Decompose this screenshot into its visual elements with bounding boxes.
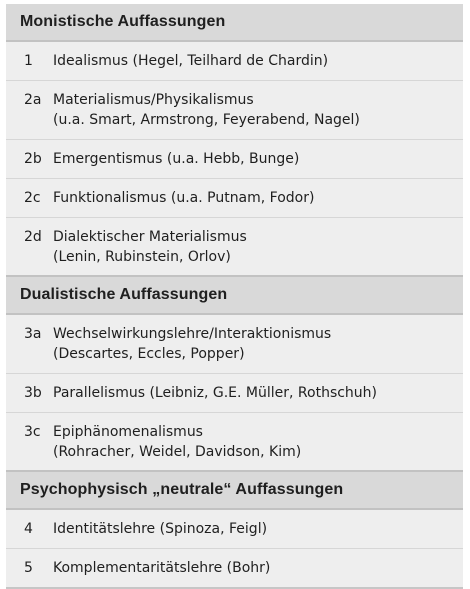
row-line: Epiphänomenalismus <box>53 424 203 440</box>
row-text <box>53 188 463 208</box>
row-line: Materialismus/Physikalismus <box>53 92 254 108</box>
table-row <box>6 413 463 470</box>
row-line: Emergentismus (u.a. Hebb, Bunge) <box>53 151 300 167</box>
row-text <box>53 383 463 403</box>
row-line: Wechselwirkungslehre/Interaktionismus <box>53 326 332 342</box>
row-text <box>53 51 463 71</box>
row-line: (u.a. Smart, Armstrong, Feyerabend, Nagel) <box>53 112 360 128</box>
row-text <box>53 149 463 169</box>
section-header-dualist: Dualistische Auffassungen <box>6 275 463 315</box>
table-row <box>6 374 463 413</box>
table-row <box>6 510 463 549</box>
table-row <box>6 315 463 374</box>
row-line: Identitätslehre (Spinoza, Feigl) <box>53 521 268 537</box>
section-body-monist <box>6 42 463 275</box>
section-body-dualist <box>6 315 463 470</box>
section-header-monist: Monistische Auffassungen <box>6 4 463 42</box>
theories-table <box>6 4 463 589</box>
table-row <box>6 218 463 275</box>
row-number: 3a <box>24 326 42 342</box>
row-line: (Rohracher, Weidel, Davidson, Kim) <box>53 444 302 460</box>
row-line: Dialektischer Materialismus <box>53 229 247 245</box>
section-header-neutral: Psychophysisch „neutrale“ Auffassungen <box>6 470 463 510</box>
row-number: 2a <box>24 92 42 108</box>
row-number: 3b <box>24 385 42 401</box>
row-number: 2b <box>24 151 42 167</box>
row-text <box>53 519 463 539</box>
row-number: 2c <box>24 190 41 206</box>
row-text <box>53 422 463 462</box>
row-text <box>53 90 463 130</box>
table-row <box>6 42 463 81</box>
row-number: 5 <box>24 560 33 576</box>
row-number: 4 <box>24 521 33 537</box>
row-line: Idealismus (Hegel, Teilhard de Chardin) <box>53 53 329 69</box>
table-row <box>6 81 463 140</box>
row-text <box>53 227 463 267</box>
row-line: Funktionalismus (u.a. Putnam, Fodor) <box>53 190 315 206</box>
row-line: (Descartes, Eccles, Popper) <box>53 346 245 362</box>
row-number: 1 <box>24 53 33 69</box>
table-row <box>6 140 463 179</box>
row-line: Komplementaritätslehre (Bohr) <box>53 560 271 576</box>
row-line: (Lenin, Rubinstein, Orlov) <box>53 249 231 265</box>
row-text <box>53 558 463 578</box>
table-row <box>6 549 463 587</box>
row-text <box>53 324 463 364</box>
table-row <box>6 179 463 218</box>
row-line: Parallelismus (Leibniz, G.E. Müller, Rothschuh) <box>53 385 378 401</box>
section-body-neutral <box>6 510 463 587</box>
row-number: 3c <box>24 424 41 440</box>
row-number: 2d <box>24 229 42 245</box>
